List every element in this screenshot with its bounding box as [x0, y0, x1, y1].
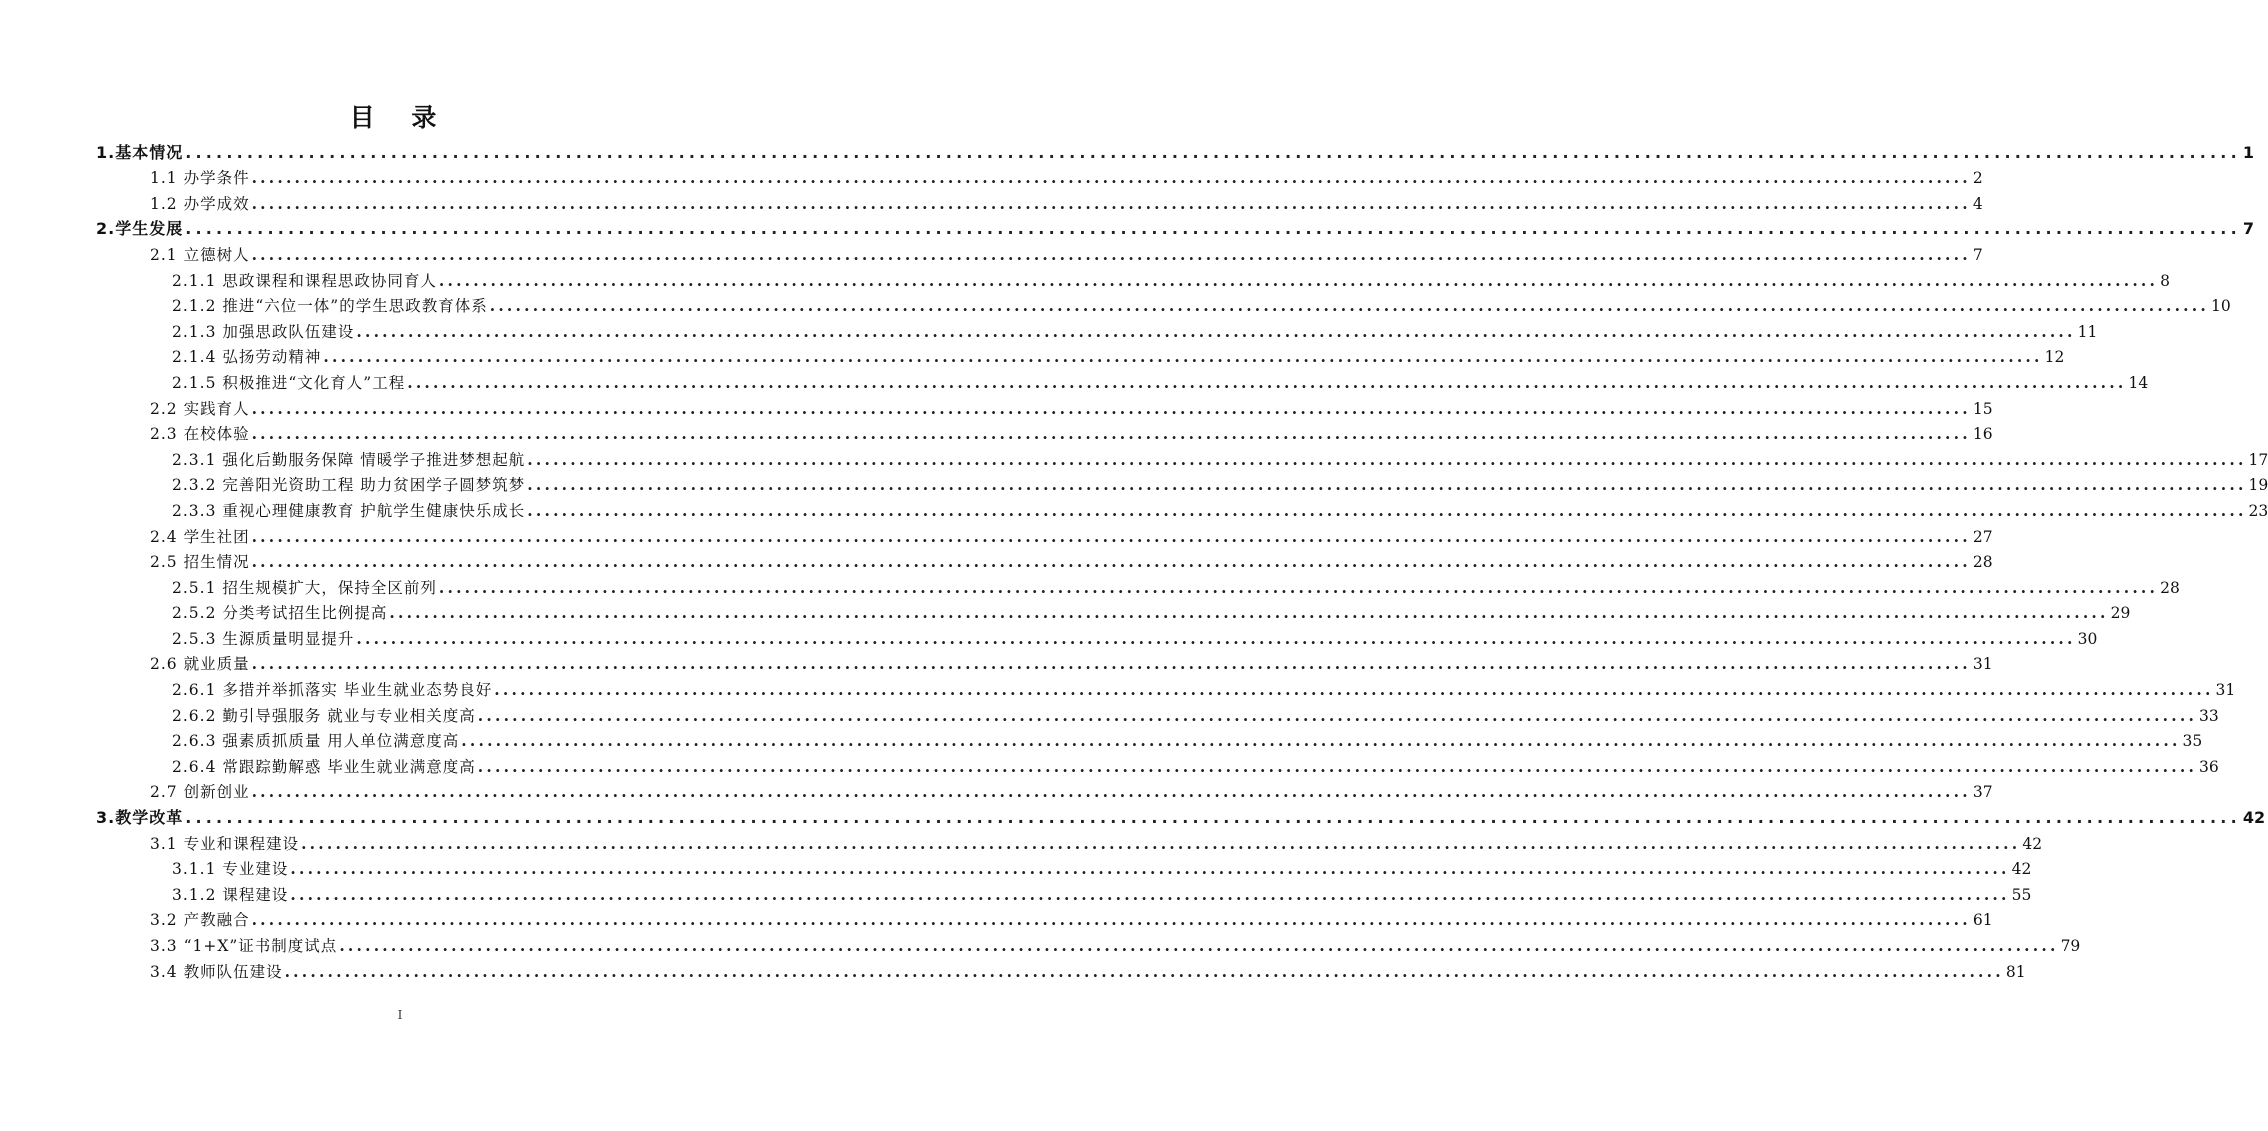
toc-entry-page: 27: [1972, 527, 1993, 546]
toc-dot-leader: ........................................................................................................................................................................................................: [438, 270, 2159, 290]
toc-entry-label: 2.4 学生社团: [150, 527, 250, 546]
toc-entry-label: 3.3 “1+X”证书制度试点: [150, 937, 338, 955]
toc-entry-label: 2.6.3 强素质抓质量 用人单位满意度高: [172, 732, 460, 751]
toc-entry[interactable]: [0, 189, 1983, 215]
toc-entry[interactable]: [0, 957, 2026, 983]
toc-entry-label: 2.1 立德树人: [150, 245, 250, 264]
toc-dot-leader: ........................................................................................................................................................................................................: [251, 398, 1971, 418]
toc-entry-label: 2.3.2 完善阳光资助工程 助力贫困学子圆梦筑梦: [172, 476, 526, 495]
toc-entry-label: 2.6.4 常跟踪勤解惑 毕业生就业满意度高: [172, 757, 476, 776]
toc-entry[interactable]: [0, 650, 1993, 676]
toc-dot-leader: ........................................................................................................................................................................................................: [494, 680, 2214, 700]
toc-entry-page: 8: [2160, 271, 2170, 290]
toc-dot-leader: ........................................................................................................................................................................................................: [489, 296, 2209, 316]
toc-entry-label: 3.1 专业和课程建设: [150, 834, 300, 853]
toc-entry[interactable]: [0, 573, 2180, 599]
toc-dot-leader: ........................................................................................................................................................................................................: [251, 526, 1971, 546]
toc-entry[interactable]: [0, 880, 2032, 906]
toc-entry-label: 3.教学改革: [96, 808, 184, 828]
toc-dot-leader: ........................................................................................................................................................................................................: [251, 782, 1971, 802]
toc-entry-label: 2.3.3 重视心理健康教育 护航学生健康快乐成长: [172, 501, 526, 520]
toc-entry-label: 2.3.1 强化后勤服务保障 情暖学子推进梦想起航: [172, 450, 526, 469]
toc-entry-page: 29: [2110, 604, 2131, 623]
toc-entry-page: 19: [2248, 476, 2268, 495]
toc-entry-page: 42: [2022, 834, 2043, 853]
toc-entry-page: 37: [1972, 783, 1993, 802]
toc-dot-leader: ........................................................................................................................................................................................................: [389, 603, 2109, 623]
toc-entry[interactable]: [0, 701, 2219, 727]
toc-dot-leader: ........................................................................................................................................................................................................: [438, 577, 2159, 597]
toc-entry[interactable]: [0, 368, 2149, 394]
toc-entry-page: 12: [2044, 348, 2065, 367]
toc-entry-page: 16: [1972, 425, 1993, 444]
toc-dot-leader: ........................................................................................................................................................................................................: [185, 142, 2241, 162]
toc-entry[interactable]: [0, 752, 2219, 778]
toc-entry[interactable]: [0, 240, 1983, 266]
toc-dot-leader: ........................................................................................................................................................................................................: [251, 244, 1971, 264]
toc-entry-label: 2.1.1 思政课程和课程思政协同育人: [172, 271, 437, 290]
toc-entry[interactable]: [0, 727, 2203, 753]
toc-entry[interactable]: [0, 778, 1993, 804]
toc-entry-label: 2.6.2 勤引导强服务 就业与专业相关度高: [172, 706, 476, 725]
toc-entry[interactable]: [0, 292, 2231, 318]
toc-entry-page: 2: [1972, 169, 1983, 188]
toc-dot-leader: ........................................................................................................................................................................................................: [251, 424, 1971, 444]
toc-entry[interactable]: [0, 317, 2098, 343]
toc-entry-page: 61: [1972, 911, 1993, 930]
toc-entry-page: 10: [2210, 297, 2231, 316]
toc-entry[interactable]: [0, 496, 2268, 522]
toc-entry-label: 2.3 在校体验: [150, 425, 250, 444]
toc-entry-label: 3.4 教师队伍建设: [150, 962, 283, 981]
toc-entry[interactable]: [0, 829, 2043, 855]
toc-entry-page: 79: [2060, 937, 2081, 955]
toc-dot-leader: ........................................................................................................................................................................................................: [461, 731, 2181, 751]
toc-entry[interactable]: [0, 931, 2081, 957]
toc-dot-leader: ........................................................................................................................................................................................................: [527, 475, 2247, 495]
toc-dot-leader: ........................................................................................................................................................................................................: [477, 705, 2198, 725]
toc-title: 目 录: [349, 103, 451, 132]
toc-dot-leader: ........................................................................................................................................................................................................: [251, 193, 1971, 213]
toc-entry-label: 2.1.3 加强思政队伍建设: [172, 322, 355, 341]
toc-dot-leader: ........................................................................................................................................................................................................: [251, 654, 1971, 674]
toc-dot-leader: ........................................................................................................................................................................................................: [251, 168, 1971, 188]
toc-dot-leader: ........................................................................................................................................................................................................: [284, 961, 2004, 981]
toc-entry-page: 31: [2215, 681, 2236, 700]
toc-entry-page: 4: [1972, 194, 1983, 213]
toc-entry[interactable]: [0, 522, 1993, 548]
toc-entry-label: 2.1.5 积极推进“文化育人”工程: [172, 373, 406, 392]
toc-entry[interactable]: [0, 624, 2098, 650]
toc-entry-page: 7: [1972, 245, 1983, 264]
toc-dot-leader: ........................................................................................................................................................................................................: [290, 884, 2010, 904]
toc-entry-label: 1.1 办学条件: [150, 169, 250, 188]
toc-entry-label: 2.5.3 生源质量明显提升: [172, 629, 355, 648]
toc-entry[interactable]: [0, 164, 1983, 190]
toc-entry-page: 7: [2242, 219, 2254, 239]
toc-dot-leader: ........................................................................................................................................................................................................: [290, 859, 2010, 879]
toc-entry-label: 2.5 招生情况: [150, 553, 250, 572]
toc-entry-page: 55: [2011, 885, 2032, 904]
toc-entry-label: 1.2 办学成效: [150, 194, 250, 213]
toc-entry[interactable]: [0, 599, 2131, 625]
toc-entry[interactable]: [0, 266, 2170, 292]
toc-entry-page: 17: [2248, 450, 2268, 469]
toc-entry[interactable]: [0, 675, 2236, 701]
toc-entry-label: 2.7 创新创业: [150, 783, 250, 802]
page-number: I: [397, 1008, 403, 1022]
toc-dot-leader: ........................................................................................................................................................................................................: [251, 910, 1971, 930]
toc-entry-label: 2.1.4 弘扬劳动精神: [172, 348, 322, 367]
toc-entry-page: 30: [2077, 629, 2098, 648]
toc-entry-page: 11: [2077, 322, 2098, 341]
toc-entry[interactable]: [0, 906, 1993, 932]
toc-entry-label: 2.6 就业质量: [150, 655, 250, 674]
toc-entry-page: 36: [2199, 757, 2219, 776]
toc-dot-leader: ........................................................................................................................................................................................................: [185, 219, 2241, 239]
toc-entry-label: 2.学生发展: [96, 219, 184, 239]
toc-entry-page: 33: [2199, 706, 2219, 725]
toc-entry-label: 2.5.1 招生规模扩大，保持全区前列: [172, 578, 437, 597]
toc-entry-page: 35: [2182, 732, 2203, 751]
toc-dot-leader: ........................................................................................................................................................................................................: [185, 808, 2241, 828]
toc-entry-page: 42: [2242, 808, 2266, 828]
toc-dot-leader: ........................................................................................................................................................................................................: [477, 756, 2198, 776]
toc-entry[interactable]: [0, 138, 2254, 164]
toc-entry-page: 81: [2005, 962, 2026, 981]
toc-entry[interactable]: [0, 471, 2268, 497]
toc-entry[interactable]: [0, 855, 2032, 881]
toc-entry-label: 3.1.2 课程建设: [172, 885, 289, 904]
toc-entry[interactable]: [0, 445, 2268, 471]
toc-entry-page: 31: [1972, 655, 1993, 674]
toc-entry[interactable]: [0, 343, 2065, 369]
toc-entry-page: 1: [2242, 142, 2254, 162]
toc-entry-label: 3.1.1 专业建设: [172, 860, 289, 879]
toc-dot-leader: ........................................................................................................................................................................................................: [251, 552, 1971, 572]
toc-dot-leader: ........................................................................................................................................................................................................: [339, 936, 2059, 955]
toc-entry[interactable]: [0, 215, 2254, 241]
toc-dot-leader: ........................................................................................................................................................................................................: [527, 500, 2247, 520]
toc-dot-leader: ........................................................................................................................................................................................................: [301, 833, 2021, 853]
toc-entry[interactable]: [0, 803, 2266, 829]
toc-entry-page: 23: [2248, 501, 2268, 520]
toc-entry-label: 2.1.2 推进“六位一体”的学生思政教育体系: [172, 297, 488, 316]
toc-dot-leader: ........................................................................................................................................................................................................: [356, 321, 2076, 341]
toc-entry-label: 2.2 实践育人: [150, 399, 250, 418]
toc-dot-leader: ........................................................................................................................................................................................................: [407, 372, 2127, 392]
toc-entry-label: 3.2 产教融合: [150, 911, 250, 930]
toc-dot-leader: ........................................................................................................................................................................................................: [323, 347, 2043, 367]
toc-entry-page: 28: [2160, 578, 2180, 597]
toc-entry[interactable]: [0, 394, 1993, 420]
toc-dot-leader: ........................................................................................................................................................................................................: [356, 628, 2076, 648]
toc-entry-label: 1.基本情况: [96, 142, 184, 162]
toc-entry-page: 28: [1972, 553, 1993, 572]
toc-entry[interactable]: [0, 420, 1993, 446]
toc-dot-leader: ........................................................................................................................................................................................................: [527, 449, 2247, 469]
toc-entry-page: 15: [1972, 399, 1993, 418]
toc-entry-label: 2.5.2 分类考试招生比例提高: [172, 604, 388, 623]
toc-entry-page: 14: [2128, 373, 2149, 392]
table-of-contents: [0, 138, 2268, 983]
toc-entry-label: 2.6.1 多措并举抓落实 毕业生就业态势良好: [172, 681, 493, 700]
toc-entry-page: 42: [2011, 860, 2032, 879]
toc-entry[interactable]: [0, 548, 1993, 574]
